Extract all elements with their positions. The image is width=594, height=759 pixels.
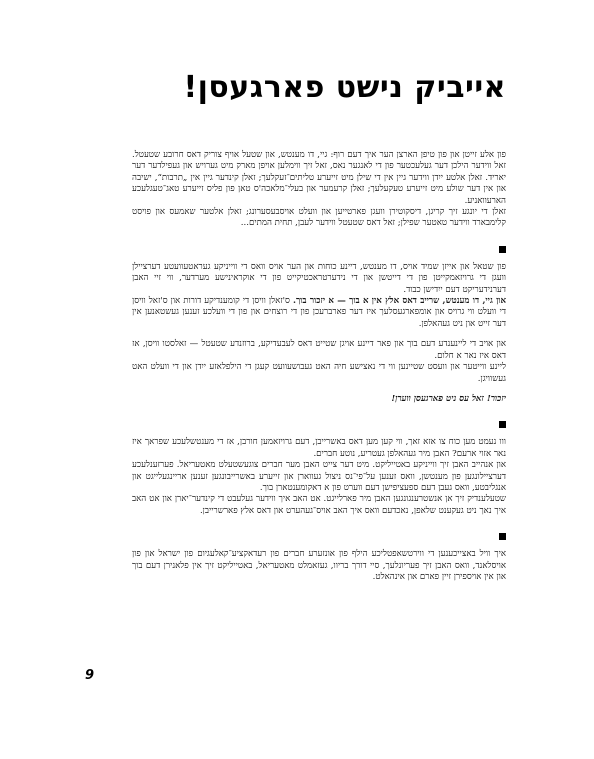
paragraph: איך וויל באצייכענען די ווירטשאפטליכע הילף פון אונזערע חברים פון רעדאקציע־קאלעגיום פון ישראל און פון אויסלאנד, וואס האבן זיך פעריונלעך, סיי דורך בריוו, געזאמלט מאטעריאל, באטייליקט זיך אין פלאנירן דעם בוך און אין אויספירן זיין פארם און אינהאלט. (132, 549, 506, 582)
section-marker (499, 421, 506, 428)
paragraph (132, 296, 506, 330)
page-title: אייביק נישט פארגעסן! (183, 70, 506, 105)
section-marker (499, 533, 506, 540)
section-marker (499, 246, 506, 253)
paragraph: ליינע ווייטער און וועסט שטיינען ווי די נאצישע חיה האט געבושעוועט קעגן די הילפלאזע ייִדן און די וועלט האט געשוויגן. (132, 362, 506, 384)
callout-line: יזכור! זאל עס ניט פארגעסן ווערן! (391, 393, 506, 404)
paragraph: און אנהייב האבן זיך ווייניקע באטייליקט. מיט דער צייט האבן מער חברים צוגעשטעלט מאטעריאל. פערזענלעכע דערציילונגען פון מענטשן, וואס זענען על־פי־נס ניצול געווארן און זייערע באשרייבונגען זענען אריינגעלייגט און אנגליבטע, וואס געבן דעם ספעציפישן דעם ווערט פון א דאקומענטארן בוך. (132, 460, 506, 493)
section-intro (132, 150, 506, 230)
paragraph: שטעלענדיק זיך אן אנשטרענגונגען האבן מיר פארלייגט. אט האב איך ווידער געלעבט די קינדער־יארן און אט האב איך נאך ניט געקענט שלאפן, נאכדעם וואס איך האב אויס־געהערט און דאס אלץ פארשרייבן. (132, 494, 506, 516)
section-yizkor (132, 262, 506, 405)
section-process (132, 437, 506, 517)
section-thanks (132, 549, 506, 583)
paragraph: ווו נעמט מען כוח צו אזא זאך, ווי קען מען דאס באשרייבן, דעם גרויזאמען חורבן, אז די מענטשלעכע שפראך איז נאר אזוי ארעם? האבן מיר געהאלפן געטריע, נוטע חברים. (132, 437, 506, 459)
bold-lead-text: און גיי, דו מענטש, שרייב דאס אלץ אין א בוך — א יזכור בוך. (292, 296, 506, 307)
page-number: 9 (85, 668, 95, 683)
paragraph: פון אלע זייטן און פון טיפן הארצן הער איך דעם רוף: גיי, דו מענטש, און שטעל אויף צוריק דאס חרובע שטעטל. זאל ווידער הילכן דער געלעכטער פון די לאנגער נאס, זאל זיך ווימלען אויפן מארק מיט גערויש און געפילדער דער יאריד. זאלן אלטע ייִדן ווידער גיין אין די שילן מיט זייערע טליתים־זעקלעך; זאלן קינדער גיין אין „תרבות“, ישיבה און אין דער שולע מיט זייערע טעקעלעך; זאלן קרעמער און בעלי־מלאכה'ס טאן פון פליס זייערע טאג־טעגלעכע הארעוואניע. (132, 150, 506, 206)
paragraph: פון שטאל און אייזן שמיד אויס, דו מענטש, דיינע כוחות און הער אויס וואס די ווייניקע געראטעוועטע דערציילן וועגן די גרויזאמקייטן פון די דייטשן און די נידערטראכטיקייט פון די אוקראינישע מערדער, ווי זיי האבן דערנידעריקט דעם ייִדישן כבוד. (132, 261, 506, 295)
paragraph-text: ס'זאלן וויסן די קומענדיקע דורות און ס'זאל וויסן די וועלט ווי גרויס און אומפארגעסלעך איז דער פארברעכן פון די רוצחים און פון די וועלכע זענען געשטאנען אין דער זייט און ניט געהאלפן. (132, 296, 506, 329)
article-body (132, 150, 506, 583)
paragraph: זאלן די יונגע זיך קריגן, דיסקוטירן וועגן פארטייען און וועלט אויסבעסערונג; זאלן אלטער שאמעס און פויסט קלימבארד ווידער טאטער שפילן; זאל דאס שטעטל ווידער לעבן, תחית המתים... (132, 207, 506, 229)
paragraph: און אויב די ליינענדע דעם בוך און פאר דיינע אויגן שטייט דאס לעבעדיקע, ברוזנדע שטעטל — זאלסטו וויסן, אז דאס איז נאר א חלום. (132, 339, 506, 361)
